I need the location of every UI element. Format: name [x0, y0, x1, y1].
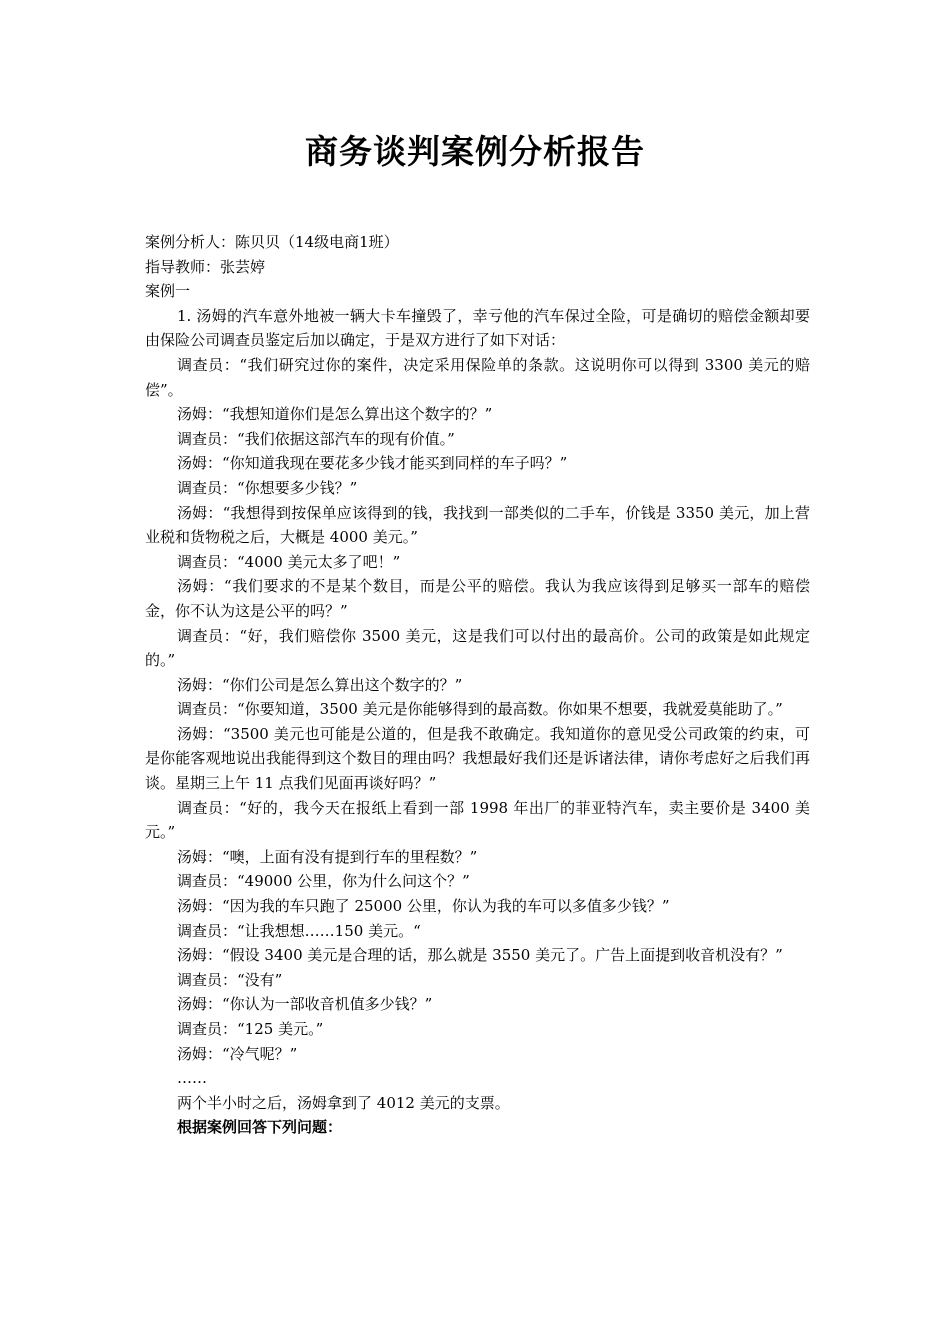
paragraph: 汤姆：“冷气呢？”: [177, 1044, 298, 1063]
paragraph: 1. 汤姆的汽车意外地被一辆大卡车撞毁了，幸亏他的汽车保过全险，可是确切的赔偿金额却要由保险公司调查员鉴定后加以确定，于是双方进行了如下对话：: [145, 306, 810, 350]
paragraph: 汤姆：“假设 3400 美元是合理的话，那么就是 3550 美元了。广告上面提到收音机没有？”: [177, 946, 783, 965]
paragraph: 汤姆：“你们公司是怎么算出这个数字的？”: [177, 675, 463, 694]
paragraph: 调查员：“好，我们赔偿你 3500 美元，这是我们可以付出的最高价。公司的政策是如此规定的。”: [145, 626, 810, 670]
paragraph: ……: [177, 1069, 207, 1088]
paragraph: 调查员：“你要知道，3500 美元是你能够得到的最高数。你如果不想要，我就爱莫能助了。”: [177, 700, 783, 719]
paragraph: 汤姆：“我们要求的不是某个数目，而是公平的赔偿。我认为我应该得到足够买一部车的赔偿金，你不认为这是公平的吗？”: [145, 577, 810, 620]
paragraph: 调查员：“我们研究过你的案件，决定采用保险单的条款。这说明你可以得到 3300 美元的赔偿”。: [145, 355, 810, 399]
document-body: [145, 230, 810, 1140]
paragraph: 两个半小时之后，汤姆拿到了 4012 美元的支票。: [177, 1093, 510, 1112]
paragraph: 汤姆：“3500 美元也可能是公道的，但是我不敢确定。我知道你的意见受公司政策的约束，可是你能客观地说出我能得到这个数目的理由吗？我想最好我们还是诉诸法律，请你考虑好之后我们再谈。星期三上午 11 点我们见面再谈好吗？”: [145, 724, 810, 793]
question-heading: 根据案例回答下列问题：: [177, 1118, 343, 1137]
paragraph: 汤姆：“我想知道你们是怎么算出这个数字的？”: [177, 405, 493, 424]
analyst-line: 案例分析人：陈贝贝（14级电商1班）: [145, 233, 399, 251]
paragraph: 调查员：“我们依据这部汽车的现有价值。”: [177, 429, 455, 448]
paragraph: 汤姆：“你认为一部收音机值多少钱？”: [177, 995, 433, 1014]
paragraph: 调查员：“让我想想……150 美元。“: [177, 921, 421, 940]
paragraph: 汤姆：“噢，上面有没有提到行车的里程数？”: [177, 847, 478, 866]
paragraph: 调查员：“没有”: [177, 970, 283, 989]
paragraph: 调查员：“你想要多少钱？”: [177, 478, 358, 497]
teacher-line: 指导教师：张芸婷: [145, 257, 266, 276]
paragraph: 汤姆：“我想得到按保单应该得到的钱，我找到一部类似的二手车，价钱是 3350 美元，加上营业税和货物税之后，大概是 4000 美元。”: [145, 503, 810, 547]
document-title: 商务谈判案例分析报告: [305, 132, 645, 171]
paragraph: 调查员：“49000 公里，你为什么问这个？”: [177, 872, 470, 891]
paragraph: 调查员：“125 美元。”: [177, 1020, 324, 1038]
paragraph: 汤姆：“你知道我现在要花多少钱才能买到同样的车子吗？”: [177, 454, 568, 473]
paragraph: 调查员：“4000 美元太多了吧！”: [177, 552, 401, 571]
paragraph: 调查员：“好的，我今天在报纸上看到一部 1998 年出厂的菲亚特汽车，卖主要价是 3400 美元。”: [145, 798, 810, 842]
paragraph: 汤姆：“因为我的车只跑了 25000 公里，你认为我的车可以多值多少钱？”: [177, 897, 670, 916]
case-heading: 案例一: [145, 282, 191, 301]
